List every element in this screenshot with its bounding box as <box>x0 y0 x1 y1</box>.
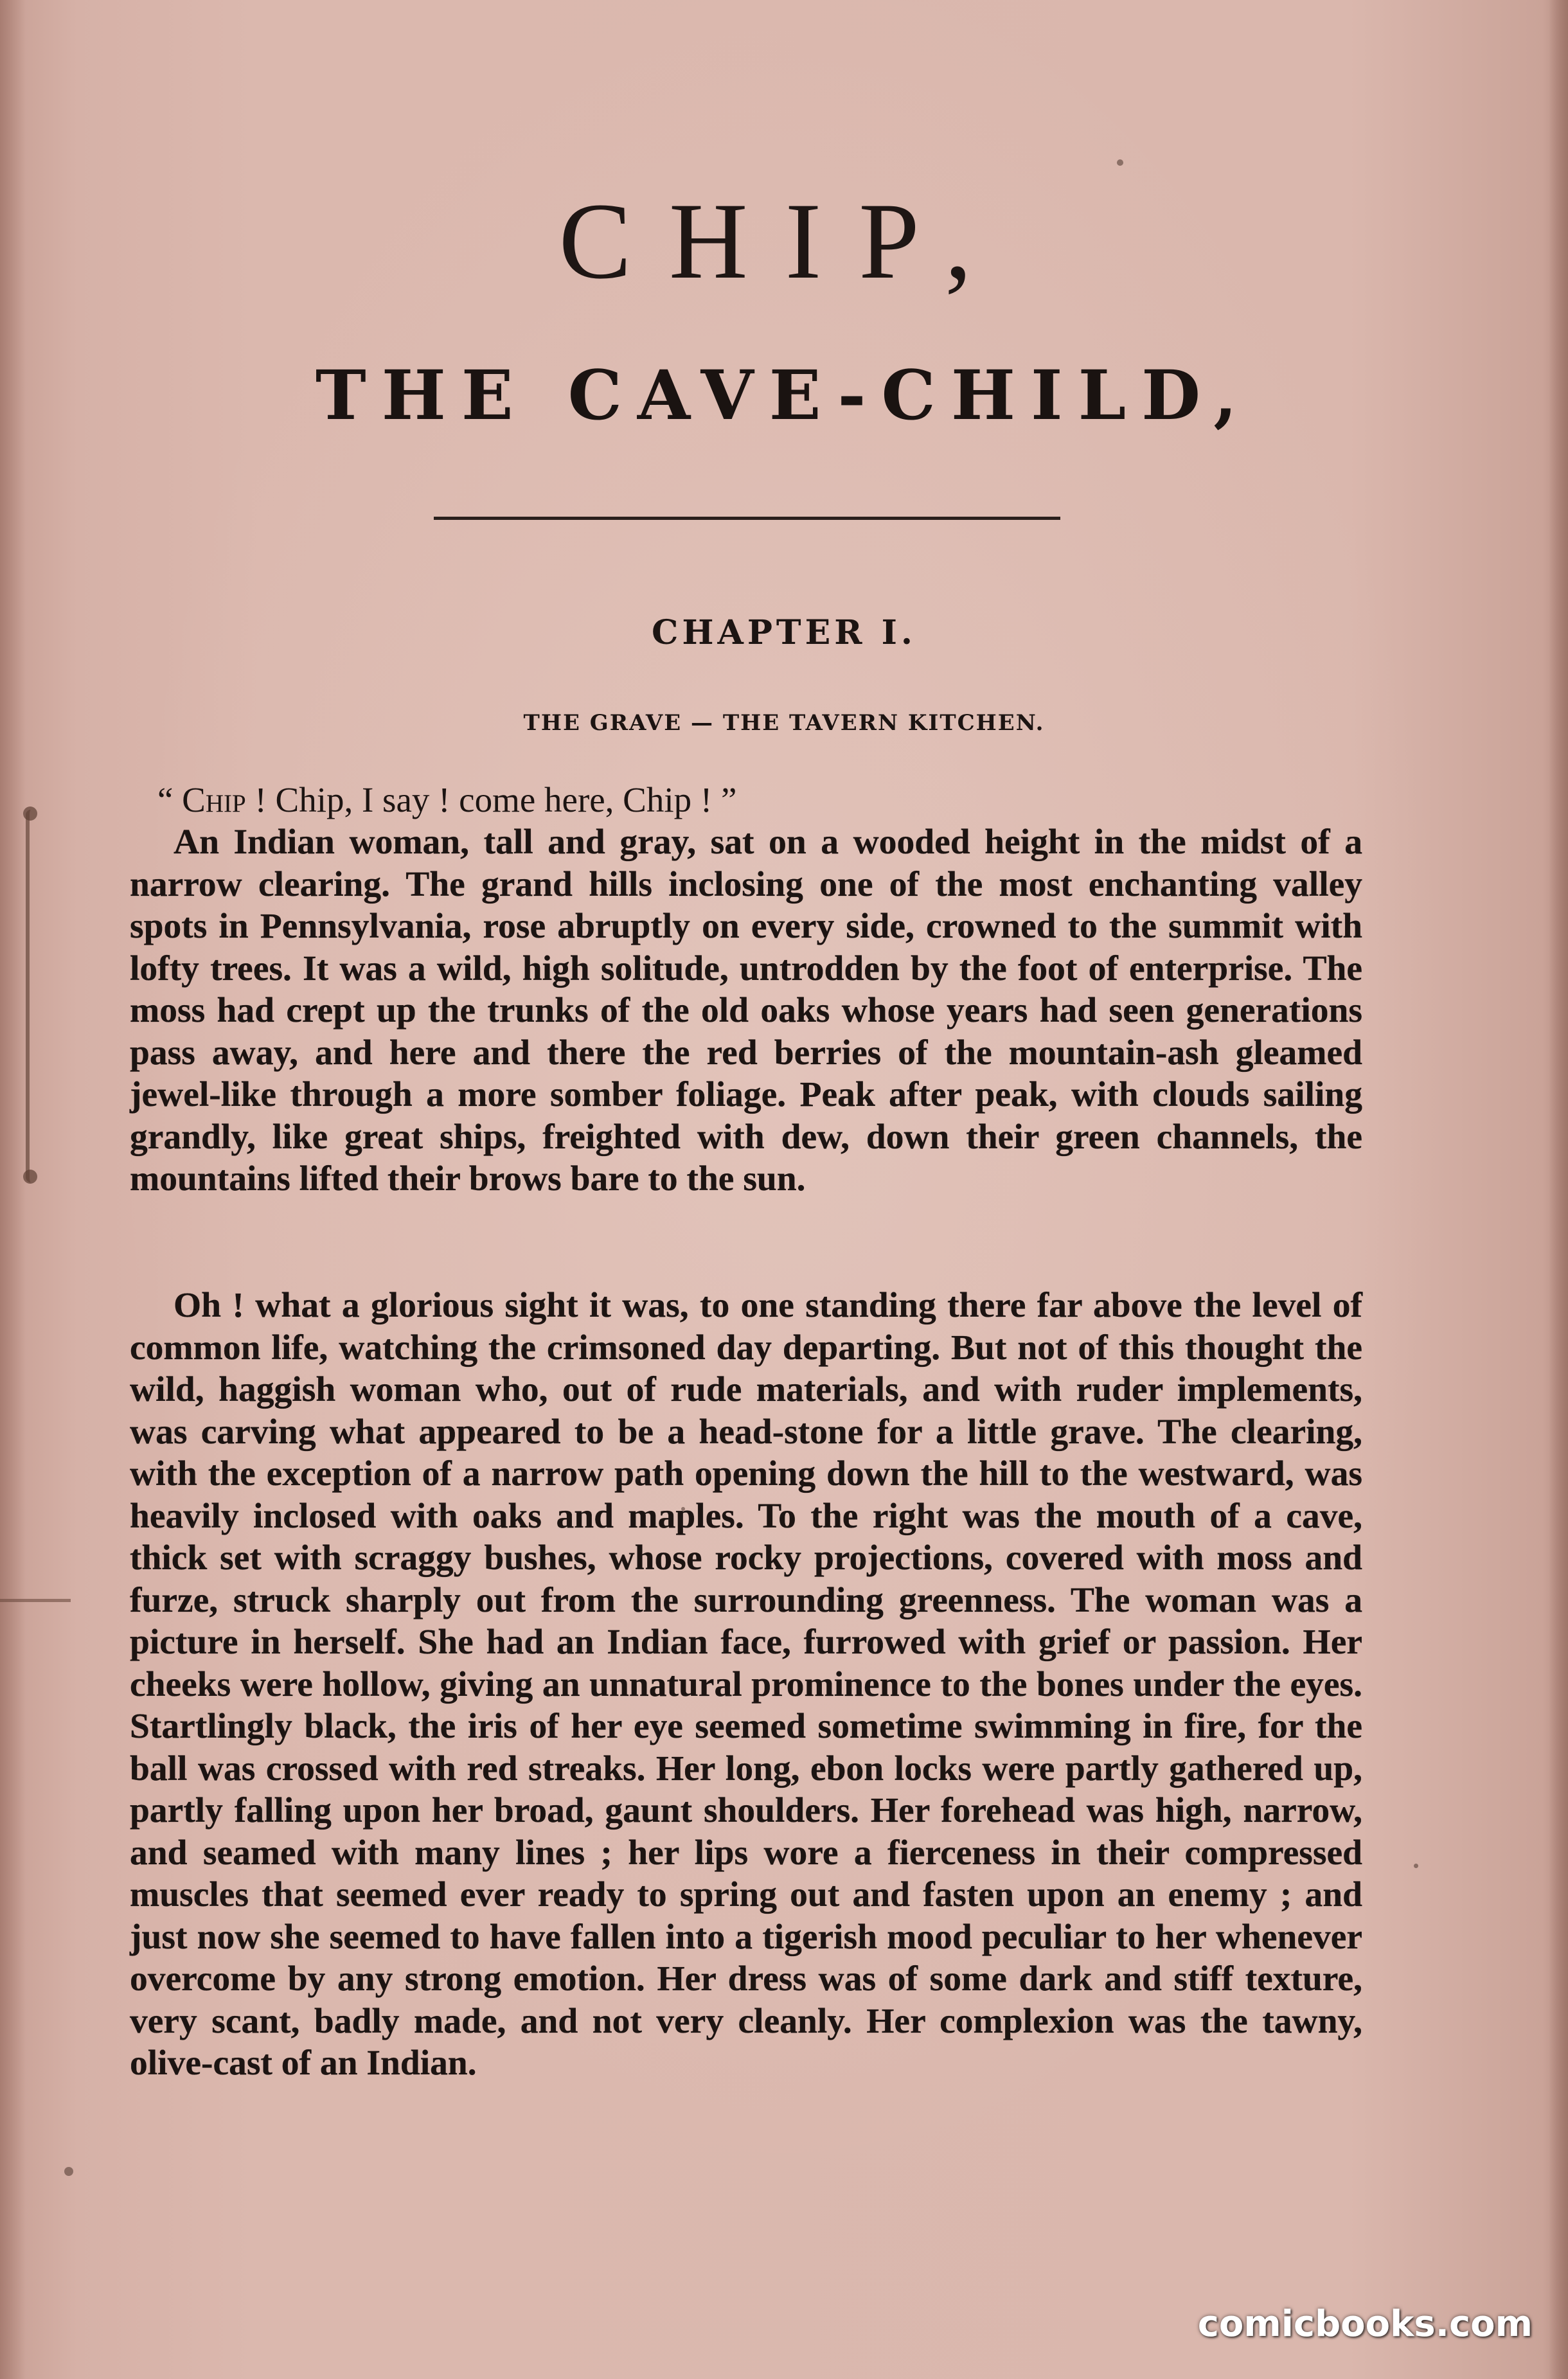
paper-speck <box>64 2167 73 2176</box>
binding-stitch-knot <box>23 806 37 821</box>
chapter-subtitle: THE GRAVE — THE TAVERN KITCHEN. <box>523 710 1045 736</box>
paper-speck <box>1117 159 1123 166</box>
binding-mark <box>0 1599 71 1602</box>
watermark-text: comicbooks.com <box>1197 2303 1533 2345</box>
book-subtitle: THE CAVE-CHILD, <box>315 355 1253 435</box>
body-paragraph-2: Oh ! what a glorious sight it was, to one standing there far above the level of common life, watching the crimsoned day departing. But not of this thought the wild, haggish woman who, out of rude materials, and with ruder implements, was carving what appeared to be a head-stone for a little grave. The clearing, with the exception of a narrow path opening down the hill to the westward, was heavily inclosed with oaks and maples. To the right was the mouth of a cave, thick set with scraggy bushes, whose rocky projections, covered with moss and furze, struck sharply out from the surrounding greenness. The woman was a picture in herself. She had an Indian face, furrowed with grief or passion. Her cheeks were hollow, giving an unnatural prominence to the bones under the eyes. Startlingly black, the iris of her eye seemed sometime swimming in fire, for the ball was crossed with red streaks. Her long, ebon locks were partly gathered up, partly falling upon her broad, gaunt shoulders. Her forehead was high, narrow, and seamed with many lines ; her lips wore a fierceness in their compressed muscles that seemed ever ready to spring out and fasten upon an enemy ; and just now she seemed to have fallen into a tigerish mood peculiar to her whenever overcome by any strong emotion. Her dress was of some dark and stiff texture, very scant, badly made, and not very cleanly. Her complexion was the tawny, olive-cast of an Indian. <box>130 1286 1362 2083</box>
binding-stitch-knot <box>23 1170 37 1184</box>
binding-stitch <box>26 810 41 1182</box>
opening-quote-mark: “ <box>157 780 183 819</box>
book-title: CHIP, <box>558 181 1010 301</box>
chapter-heading: CHAPTER I. <box>651 613 917 652</box>
title-divider-rule <box>434 517 1060 520</box>
opening-dialogue-rest: ! Chip, I say ! come here, Chip ! ” <box>245 780 737 819</box>
paper-speck <box>1414 1864 1418 1868</box>
body-paragraph-1: An Indian woman, tall and gray, sat on a wooded height in the midst of a narrow clearing. The grand hills inclosing one of the most enchanting valley spots in Pennsylvania, rose abruptly on every side, crowned to the summit with lofty trees. It was a wild, high solitude, untrodden by the foot of enterprise. The moss had crept up the trunks of the old oaks whose years had seen generations pass away, and here and there the red berries of the mountain-ash gleamed jewel-like through a more somber foliage. Peak after peak, with clouds sailing grandly, like great ships, freighted with dew, down their green channels, the mountains lifted their brows bare to the sun. <box>130 823 1362 1198</box>
opening-dialogue <box>157 778 1378 823</box>
opening-first-word: Chip <box>182 780 246 819</box>
